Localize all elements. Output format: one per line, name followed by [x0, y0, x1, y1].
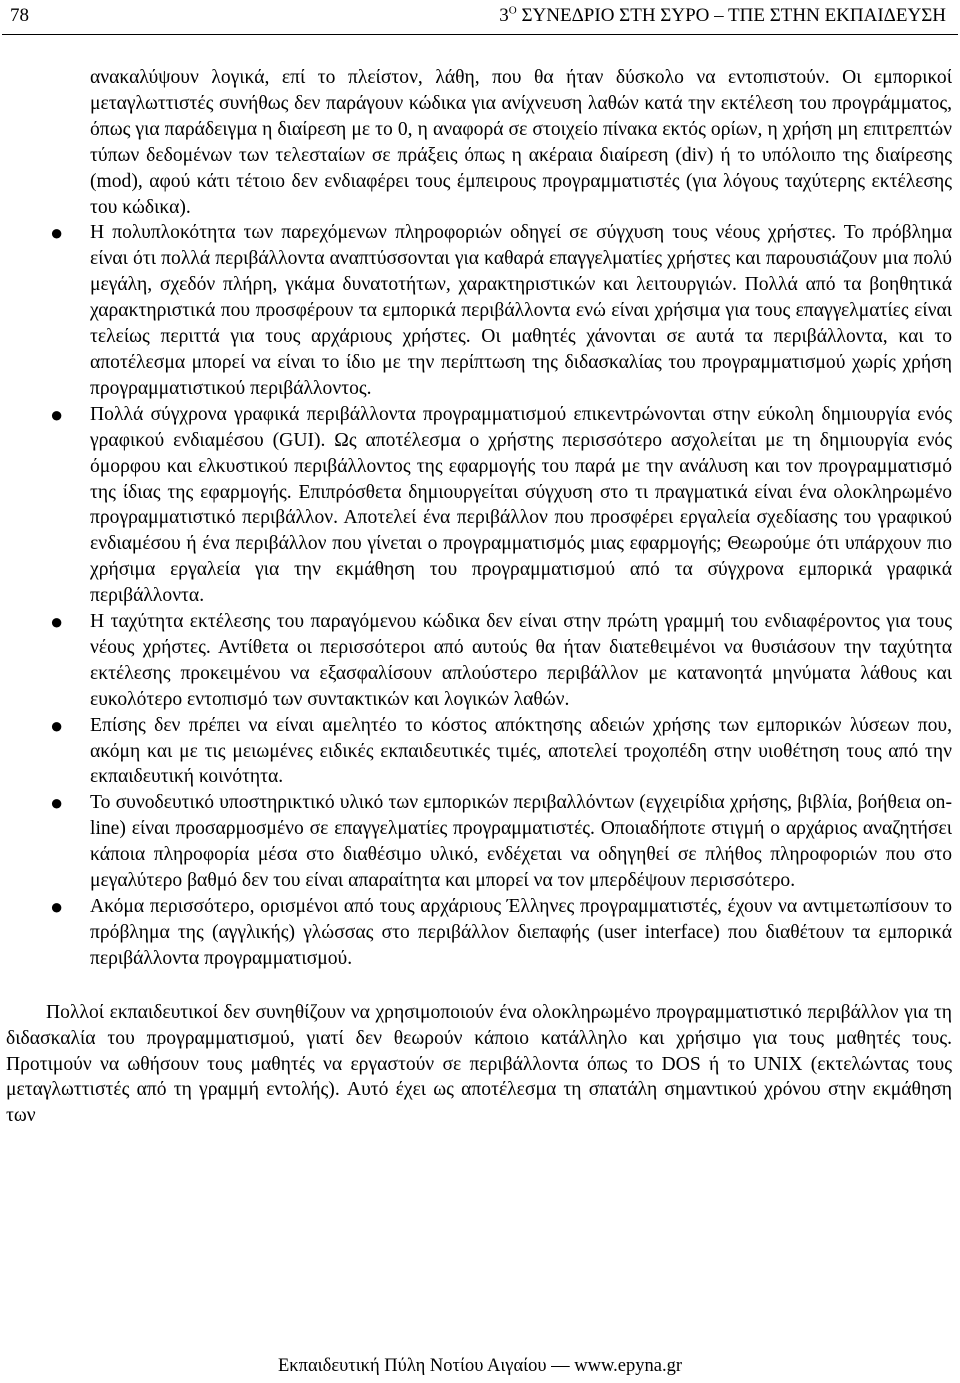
list-item — [50, 894, 952, 972]
bullet-icon: ● — [50, 790, 64, 816]
list-item — [50, 712, 952, 791]
bullet-icon: ● — [50, 894, 64, 919]
bullet-icon: ● — [50, 401, 64, 427]
list-item — [50, 790, 952, 894]
list-item — [90, 65, 952, 220]
list-item-text: Το συνοδευτικό υποστηρικτικό υλικό των εμπορικών περιβαλλόντων (εγχειρίδια χρήσης, βιβλία, βοήθεια on-line) είναι προσαρμοσμένο σε επαγγελματίες προγραμματιστές. Οποιαδήποτε στιγμή ο αρχάριος αναζητήσει κάποια πληροφορία μέσα στο διαθέσιμο υλικό, ενδέχεται να οδηγηθεί σε πλήθος πληροφοριών που στο μεγαλύτερο βαθμό δεν του είναι απαραίτητα και μπορεί να τον μπερδέψουν περισσότερο. — [90, 792, 952, 892]
bullet-list — [6, 65, 952, 972]
bullet-icon: ● — [50, 609, 64, 635]
list-item — [50, 220, 952, 401]
list-item-text: Ακόμα περισσότερο, ορισμένοι από τους αρχάριους Έλληνες προγραμματιστές, έχουν να αντιμετωπίσουν το πρόβλημα της (αγγλικής) γλώσσας στο περιβάλλον διεπαφής (user interface) που διαθέτουν τα εμπορικά περιβάλλοντα προγραμματισμού. — [90, 896, 952, 969]
bullet-icon: ● — [50, 220, 64, 246]
page-body — [6, 65, 952, 1129]
list-item-text: Η ταχύτητα εκτέλεσης του παραγόμενου κώδικα δεν είναι στην πρώτη γραμμή του ενδιαφέροντος για τους νέους χρήστες. Αντίθετα οι περισσότεροι από αυτούς θα ήταν διατεθειμένοι να θυσιάσουν την ταχύτητα εκτέλεσης προκειμένου να εξασφαλίσουν απλούστερο περιβάλλον με κατανοητά μηνύματα λάθους και ευκολότερο εντοπισμό των συντακτικών και λογικών λαθών. — [90, 611, 952, 710]
conference-ordinal: Ο — [508, 4, 517, 17]
conference-number: 3 — [499, 5, 509, 26]
conference-title — [499, 2, 946, 30]
list-item-text: Πολλά σύγχρονα γραφικά περιβάλλοντα προγραμματισμού επικεντρώνονται στην εύκολη δημιουργία ενός γραφικού ενδιαμέσου (GUI). Ως αποτέλεσμα ο χρήστης περισσότερο ασχολείται με τη δημιουργία ενός όμορφου και ελκυστικού περιβάλλοντος της εφαρμογής του παρά με την ανάλυση και τον προγραμματισμό της ίδιας της εφαρμογής. Επιπρόσθετα δημιουργείται σύγχυση στο τι πραγματικά είναι ένα ολοκληρωμένο προγραμματιστικό περιβάλλον. Αποτελεί ένα περιβάλλον που προσφέρει εργαλεία σχεδίασης του γραφικού ενδιαμέσου ή ένα περιβάλλον που γίνεται ο προγραμματισμός μιας εφαρμογής; Θεωρούμε ότι υπάρχουν πιο χρήσιμα εργαλεία για την εκμάθηση του προγραμματισμού από τα σύγχρονα εμπορικά γραφικά περιβάλλοντα. — [90, 403, 952, 607]
page-number: 78 — [10, 5, 29, 26]
list-item — [50, 609, 952, 713]
page-header — [10, 0, 946, 38]
bullet-icon: ● — [50, 712, 64, 738]
list-item — [50, 401, 952, 609]
conference-name: ΣΥΝΕΔΡΙΟ ΣΤΗ ΣΥΡΟ – ΤΠΕ ΣΤΗΝ ΕΚΠΑΙΔΕΥΣΗ — [516, 5, 946, 26]
header-rule — [2, 34, 958, 35]
page-footer: Εκπαιδευτική Πύλη Νοτίου Αιγαίου — www.epyna.gr — [277, 1356, 683, 1376]
list-item-text: ανακαλύψουν λογικά, επί το πλείστον, λάθη, που θα ήταν δύσκολο να εντοπιστούν. Οι εμπορικοί μεταγλωττιστές συνήθως δεν παράγουν κώδικα για ανίχνευση λαθών κατά την εκτέλεση του προγράμματος, όπως για παράδειγμα η διαίρεση με το 0, η αναφορά σε στοιχείο πίνακα εκτός ορίων, η χρήση μη επιτρεπτών τύπων δεδομένων των τελεσταίων σε πράξεις όπως η ακέραια διαίρεση (div) ή το υπόλοιπο της διαίρεσης (mod), αφού κάτι τέτοιο δεν ενδιαφέρει τους έμπειρους προγραμματιστές (για λόγους ταχύτερης εκτέλεσης του κώδικα). — [90, 67, 952, 218]
list-item-text: Επίσης δεν πρέπει να είναι αμελητέο το κόστος απόκτησης αδειών χρήσης των εμπορικών λύσεων που, ακόμη και με τις μειωμένες ειδικές εκπαιδευτικές τιμές, αποτελεί τροχοπέδη στην υιοθέτηση τους από την εκπαιδευτική κοινότητα. — [90, 714, 952, 788]
list-item-text: Η πολυπλοκότητα των παρεχόμενων πληροφοριών οδηγεί σε σύγχυση τους νέους χρήστες. Το πρόβλημα είναι ότι πολλά περιβάλλοντα αναπτύσσονται για καθαρά επαγγελματίες χρήστες και παρουσιάζουν μια πολύ μεγάλη, σχεδόν πλήρη, γκάμα δυνατοτήτων, χαρακτηριστικών και λειτουργιών. Πολλά από τα βοηθητικά χαρακτηριστικά που προσφέρουν τα εμπορικά περιβάλλοντα ενώ είναι χρήσιμα για τους επαγγελματίες είναι τελείως περιττά για τους αρχάριους χρήστες. Οι μαθητές χάνονται σε αυτά τα περιβάλλοντα, και το αποτέλεσμα μπορεί να είναι το ίδιο με την περίπτωση της διδασκαλίας του προγραμματισμού χωρίς χρήση προγραμματιστικού περιβάλλοντος. — [90, 222, 952, 399]
body-paragraph: Πολλοί εκπαιδευτικοί δεν συνηθίζουν να χρησιμοποιούν ένα ολοκληρωμένο προγραμματιστικό περιβάλλον για τη διδασκαλία του προγραμματισμού, γιατί δεν θεωρούν κάποιο κατάλληλο και χρήσιμο για τους μαθητές τους. Προτιμούν να ωθήσουν τους μαθητές να εργαστούν σε περιβάλλοντα όπως το DOS ή το UNIX (εκτελώντας τους μεταγλωττιστές από τη γραμμή εντολής). Αυτό έχει ως αποτέλεσμα τη σπατάλη σημαντικού χρόνου στην εκμάθηση των — [6, 1001, 952, 1127]
